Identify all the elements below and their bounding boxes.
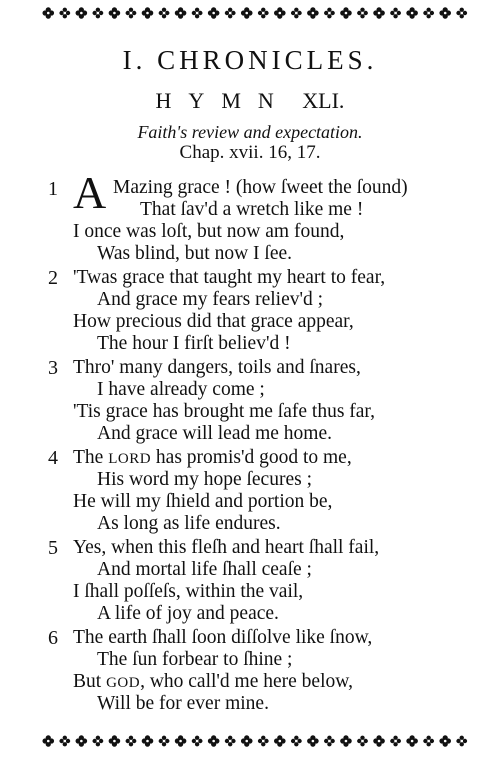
verse-line: That ſav'd a wretch like me ! <box>140 199 364 220</box>
fleuron-ornament <box>258 736 269 747</box>
hymn-subtitle: Faith's review and expectation. <box>137 122 363 142</box>
verse-line: He will my ſhield and portion be, <box>73 491 333 512</box>
fleuron-ornament <box>258 8 269 19</box>
fleuron-ornament <box>373 735 385 747</box>
verse-number: 5 <box>48 537 58 559</box>
fleuron-ornament <box>159 8 170 19</box>
verse-line: Thro' many dangers, toils and ſnares, <box>73 357 361 378</box>
fleuron-ornament <box>307 7 319 19</box>
verse-number: 2 <box>48 267 58 289</box>
verse-line: The ſun forbear to ſhine ; <box>97 649 293 670</box>
bottom-ornament-border <box>40 733 470 749</box>
fleuron-ornament <box>126 8 137 19</box>
chapter-reference: Chap. xvii. 16, 17. <box>179 142 321 163</box>
fleuron-ornament <box>357 736 368 747</box>
fleuron-ornament <box>340 735 352 747</box>
verse-line: And grace my fears reliev'd ; <box>97 289 324 310</box>
verse-line <box>73 447 352 470</box>
verse-line: Was blind, but now I ſee. <box>97 243 293 264</box>
verse-line: I have already come ; <box>97 379 265 400</box>
verse-line: Mazing grace ! (how ſweet the ſound) <box>113 177 408 198</box>
verse-number: 3 <box>48 357 58 379</box>
book-title: I. CHRONICLES. <box>122 45 378 75</box>
fleuron-ornament <box>274 735 286 747</box>
fleuron-ornament <box>109 735 121 747</box>
fleuron-ornament <box>109 7 121 19</box>
fleuron-ornament <box>59 736 70 747</box>
fleuron-ornament <box>126 736 137 747</box>
fleuron-ornament <box>208 735 220 747</box>
fleuron-ornament <box>324 8 335 19</box>
fleuron-ornament <box>225 736 236 747</box>
fleuron-ornament <box>291 736 302 747</box>
verse-line: Yes, when this fleſh and heart ſhall fail, <box>73 537 380 558</box>
fleuron-ornament <box>291 8 302 19</box>
verse-line: And mortal life ſhall ceaſe ; <box>97 559 312 580</box>
fleuron-ornament <box>373 7 385 19</box>
verse-line: The hour I firſt believ'd ! <box>97 333 291 354</box>
fleuron-ornament <box>175 735 187 747</box>
fleuron-ornament <box>59 8 70 19</box>
verse-line: A life of joy and peace. <box>97 603 279 624</box>
fleuron-ornament <box>175 7 187 19</box>
verse-line: How precious did that grace appear, <box>73 311 354 332</box>
fleuron-ornament <box>456 736 467 747</box>
fleuron-ornament <box>92 736 103 747</box>
fleuron-ornament <box>225 8 236 19</box>
verse-line: 'Twas grace that taught my heart to fear, <box>73 267 386 288</box>
fleuron-ornament <box>423 736 434 747</box>
fleuron-border-icon <box>40 733 470 749</box>
fleuron-ornament <box>406 7 418 19</box>
fleuron-ornament <box>92 8 103 19</box>
fleuron-ornament <box>406 735 418 747</box>
fleuron-ornament <box>423 8 434 19</box>
fleuron-ornament <box>142 735 154 747</box>
verse-line-start: But <box>73 671 107 692</box>
hymn-heading <box>0 88 500 114</box>
small-caps-lord: LORD <box>108 451 152 467</box>
fleuron-ornament <box>439 7 451 19</box>
fleuron-ornament <box>340 7 352 19</box>
verse-line: I once was loſt, but now am found, <box>73 221 345 242</box>
fleuron-ornament <box>42 7 54 19</box>
fleuron-ornament <box>439 735 451 747</box>
fleuron-ornament <box>192 8 203 19</box>
fleuron-ornament <box>76 7 88 19</box>
fleuron-ornament <box>390 736 401 747</box>
fleuron-ornament <box>274 7 286 19</box>
fleuron-ornament <box>192 736 203 747</box>
verse-number: 1 <box>48 178 58 200</box>
top-ornament-border <box>40 5 470 21</box>
fleuron-ornament <box>241 735 253 747</box>
small-caps-god: GOD <box>106 675 141 691</box>
fleuron-ornament <box>142 7 154 19</box>
verse-line-rest: has promis'd good to me, <box>151 447 352 468</box>
drop-cap: A <box>73 167 107 218</box>
verse-line-start: The <box>73 447 109 468</box>
verse-number: 6 <box>48 627 58 649</box>
verse-number: 4 <box>48 447 58 469</box>
verse-line <box>73 671 353 694</box>
fleuron-ornament <box>42 735 54 747</box>
fleuron-ornament <box>159 736 170 747</box>
fleuron-ornament <box>208 7 220 19</box>
fleuron-ornament <box>357 8 368 19</box>
verse-line: As long as life endures. <box>97 513 281 534</box>
verse-line: His word my hope ſecures ; <box>97 469 312 490</box>
verse-line-rest: , who call'd me here below, <box>140 671 353 692</box>
verse-line: I ſhall poſſeſs, within the vail, <box>73 581 304 602</box>
fleuron-ornament <box>456 8 467 19</box>
verse-line: 'Tis grace has brought me ſafe thus far, <box>73 401 376 422</box>
fleuron-ornament <box>241 7 253 19</box>
fleuron-ornament <box>390 8 401 19</box>
hymn-number: XLI. <box>302 88 345 113</box>
fleuron-ornament <box>307 735 319 747</box>
verse-line: The earth ſhall ſoon diſſolve like ſnow, <box>73 627 373 648</box>
fleuron-border-icon <box>40 5 470 21</box>
verse-line: And grace will lead me home. <box>97 423 332 444</box>
fleuron-ornament <box>324 736 335 747</box>
hymn-word: HYMN <box>155 88 291 113</box>
verse-line: Will be for ever mine. <box>97 693 269 714</box>
fleuron-ornament <box>76 735 88 747</box>
